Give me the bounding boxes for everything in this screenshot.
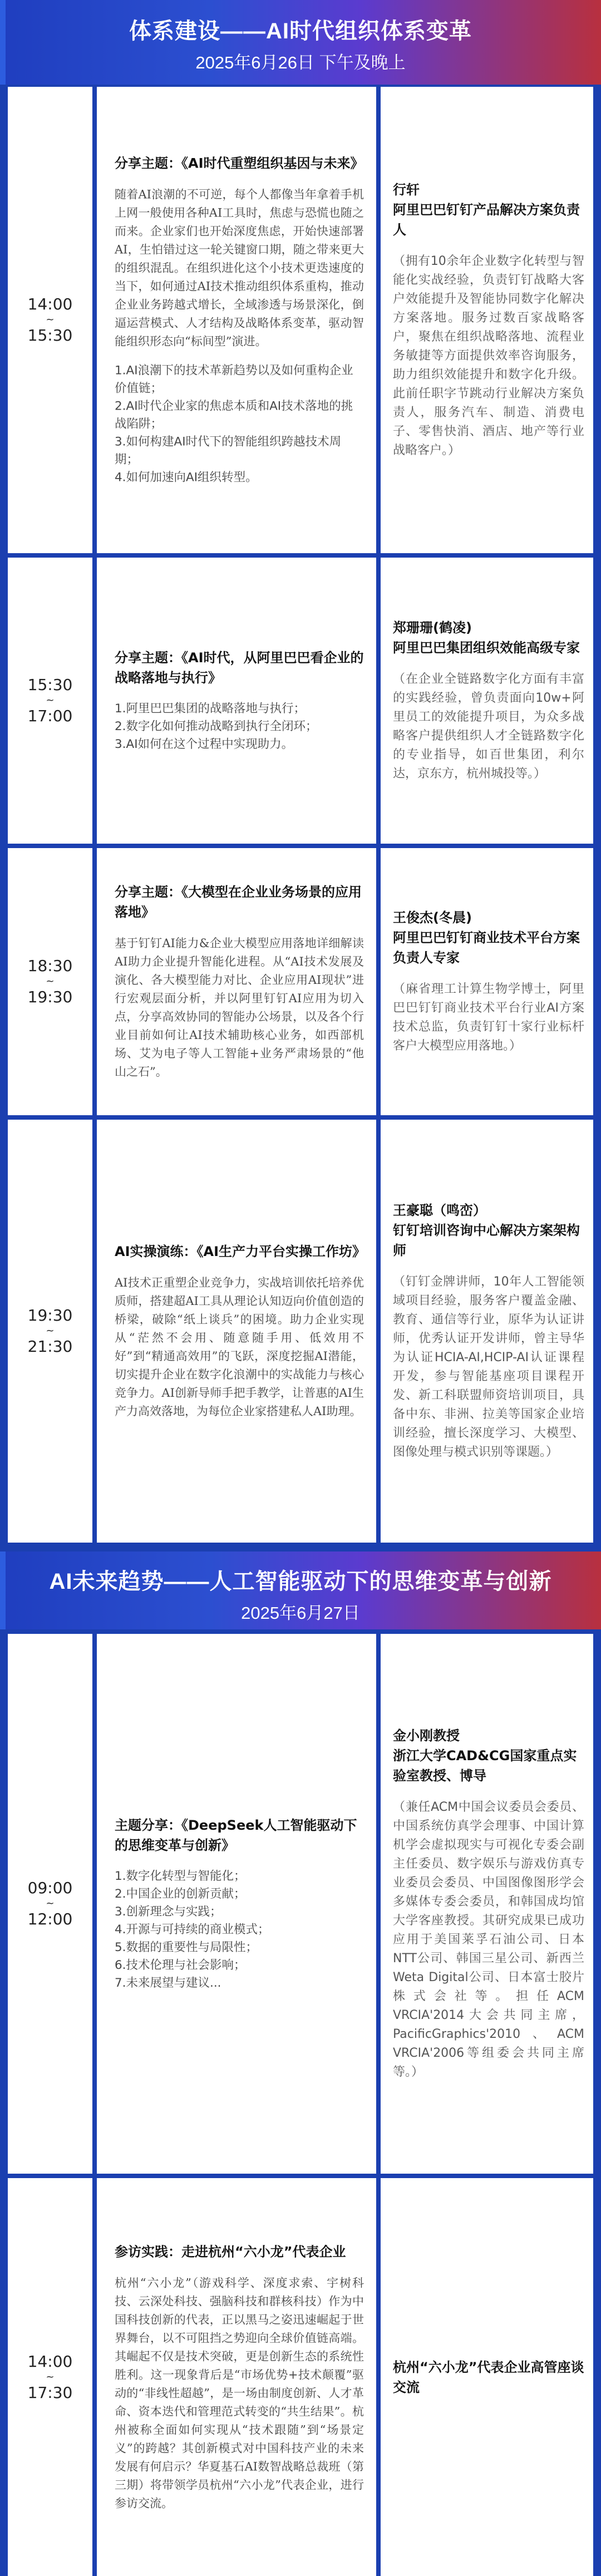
session-point: 3.AI如何在这个过程中实现助力。: [115, 737, 294, 751]
speaker-cell: [381, 2178, 593, 2576]
topic-cell: [97, 1634, 376, 2174]
time-start: 09:00: [27, 1879, 73, 1897]
session-topic: 分享主题：《AI时代，从阿里巴巴看企业的战略落地与执行》: [115, 650, 364, 686]
session-topic: 参访实践：走进杭州“六小龙”代表企业: [115, 2244, 346, 2259]
session-description: 随着AI浪潮的不可逆，每个人都像当年拿着手机上网一般使用各种AI工具时，焦虑与恐慌也随之而来。企业家们也开始深度焦虑，开始快速部署AI，生怕错过这一轮关键窗口期，随之带来更大的组织混乱。在组织进化这个小技术更迭速度的当下，如何通过AI技术推动组织体系重构，推动企业业务跨越式增长，全域渗透与场景深化，倒逼运营模式、人才结构及战略体系变革，驱动智能组织形态向“标间型”演进。: [115, 188, 364, 348]
speaker-cell: [381, 1120, 593, 1543]
time-end: 19:30: [27, 988, 73, 1006]
speaker-title: 阿里巴巴钉钉产品解决方案负责人: [393, 202, 580, 238]
session-point: 2.数字化如何推动战略到执行全闭环；: [115, 720, 318, 733]
speaker-bio: （兼任ACM中国会议委员会委员、中国系统仿真学会理事、中国计算机学会虚拟现实与可视化专委会副主任委员、数字娱乐与游戏仿真专业委员会委员、中国图像图形学会多媒体专委会委员，和韩国成均馆大学客座教授。其研究成果已成功应用于美国莱孚石油公司、日本NTT公司、韩国三星公司、新西兰Weta Digital公司、日本富士胶片株式会社等。担任ACM VRCIA'2014大会共同主席，PacificGraphics'2010、ACM VRCIA'2006等组委会共同主席等。）: [393, 1800, 584, 2079]
speaker-name: 王豪聪（鸣峦）: [393, 1203, 486, 1218]
speaker-title: 浙江大学CAD&CG国家重点实验室教授、博导: [393, 1748, 577, 1784]
time-start: 14:00: [27, 295, 73, 313]
speaker-bio: （在企业全链路数字化方面有丰富的实践经验，曾负责面向10w+阿里员工的效能提升项目，为众多战略客户提供组织人才全链路数字化的专业指导，如百世集团，利尔达，京东方，杭州城投等。）: [393, 672, 584, 781]
session-row: [0, 1120, 601, 1543]
session-point: 4.如何加速向AI组织转型。: [115, 470, 258, 485]
session-point: 4.开源与可持续的商业模式；: [115, 1923, 270, 1937]
speaker-bio: （麻省理工计算生物学博士，阿里巴巴钉钉商业技术平台行业AI方案技术总监，负责钉钉十家行业标杆客户大模型应用落地。）: [393, 982, 584, 1053]
time-start: 15:30: [27, 676, 73, 694]
session-row: [0, 87, 601, 553]
time-separator: ~: [46, 1325, 55, 1337]
session-points: [115, 700, 364, 753]
session-description: 基于钉钉AI能力&企业大模型应用落地详细解读AI助力企业提升智能化进程。从“AI技术发展及演化、各大模型能力对比、企业应用AI现状”进行宏观层面分析，并以阿里钉钉AI应用为切入点，分享高效协同的智能办公场景，以及各个行业目前如何让AI技术辅助核心业务，如西部机场、艾为电子等人工智能+业务严肃场景的“他山之石”。: [115, 937, 364, 1078]
speaker-name: 行轩: [393, 182, 420, 198]
day2-date: 2025年6月27日: [241, 1603, 360, 1623]
session-point: 2.AI时代企业家的焦虑本质和AI技术落地的挑战陷阱；: [115, 399, 353, 431]
session-point: 2.中国企业的创新贡献；: [115, 1887, 246, 1901]
session-point: 1.阿里巴巴集团的战略落地与执行；: [115, 702, 306, 716]
session-description: AI技术正重塑企业竞争力，实战培训依托培养优质师，搭建超AI工具从理论认知迈向价值创造的桥梁，破除“纸上谈兵”的困境。助力企业实现从“茫然不会用、随意随手用、低效用不好”到“精通高效用”的飞跃，深度挖掘AI潜能，切实提升企业在数字化浪潮中的实战能力与核心竞争力。AI创新导师手把手教学，让普惠的AI生产力高效落地，为每位企业家搭建私人AI助理。: [115, 1276, 364, 1418]
time-start: 18:30: [27, 957, 73, 975]
day2-title: AI未来趋势——人工智能驱动下的思维变革与创新: [49, 1569, 552, 1594]
day1-date: 2025年6月26日 下午及晚上: [195, 53, 406, 72]
session-topic: 分享主题：《AI时代重塑组织基因与未来》: [115, 155, 364, 171]
time-end: 21:30: [27, 1337, 73, 1356]
session-topic: AI实操演练：《AI生产力平台实操工作坊》: [115, 1244, 366, 1259]
session-row: [0, 848, 601, 1115]
session-point: 1.AI浪潮下的技术革新趋势以及如何重构企业价值链；: [115, 363, 353, 396]
speaker-name: 金小刚教授: [393, 1728, 460, 1743]
session-point: 5.数据的重要性与局限性；: [115, 1940, 258, 1954]
session-points: [115, 1868, 364, 1992]
time-end: 17:30: [27, 2383, 73, 2402]
session-row: [0, 2178, 601, 2576]
topic-cell: [97, 558, 376, 844]
topic-cell: [97, 87, 376, 553]
session-point: 3.创新理念与实践；: [115, 1905, 222, 1919]
session-points: [115, 362, 364, 487]
time-end: 12:00: [27, 1910, 73, 1928]
session-topic: 主题分享：《DeepSeek人工智能驱动下的思维变革与创新》: [115, 1818, 357, 1853]
time-cell: [8, 558, 92, 844]
speaker-cell: [381, 558, 593, 844]
speaker-name: 王俊杰(冬晨): [393, 910, 472, 925]
topic-cell: [97, 1120, 376, 1543]
day2-header: [0, 1551, 601, 1629]
speaker-cell: [381, 1634, 593, 2174]
speaker-title: 钉钉培训咨询中心解决方案架构师: [393, 1223, 580, 1258]
time-separator: ~: [46, 695, 55, 706]
session-topic: 分享主题：《大模型在企业业务场景的应用落地》: [115, 884, 362, 920]
time-start: 19:30: [27, 1306, 73, 1324]
visit-discussion: 杭州“六小龙”代表企业高管座谈交流: [393, 2359, 584, 2395]
speaker-bio: （拥有10余年企业数字化转型与智能化实战经验，负责钉钉战略大客户效能提升及智能协同数字化解决方案落地。服务过数百家战略客户，聚焦在组织战略落地、流程业务敏捷等方面提供效率咨询服务，助力组织效能提升和数字化升级。此前任职字节跳动行业解决方案负责人，服务汽车、制造、消费电子、零售快消、酒店、地产等行业战略客户。）: [393, 254, 584, 457]
time-cell: [8, 2178, 92, 2576]
session-point: 7.未来展望与建议...: [115, 1976, 221, 1990]
time-cell: [8, 1634, 92, 2174]
session-row: [0, 1634, 601, 2174]
speaker-cell: [381, 87, 593, 553]
time-cell: [8, 1120, 92, 1543]
time-cell: [8, 848, 92, 1115]
time-cell: [8, 87, 92, 553]
speaker-cell: [381, 848, 593, 1115]
topic-cell: [97, 848, 376, 1115]
session-description: 杭州“六小龙”（游戏科学、深度求索、宇树科技、云深处科技、强脑科技和群核科技）作为中国科技创新的代表，正以黑马之姿迅速崛起于世界舞台，以不可阻挡之势迎向全球价值链高端。其崛起不仅是技术突破，更是创新生态的系统性胜利。这一现象背后是“市场优势+技术颠覆”驱动的“非线性超越”，是一场由制度创新、人才革命、资本迭代和管理范式转变的“共生结果”。杭州被称全面如何实现从“技术跟随”到“场景定义”的跨越？其创新模式对中国科技产业的未来发展有何启示？华夏基石AI数智战略总裁班（第三期）将带领学员杭州“六小龙”代表企业，进行参访交流。: [115, 2276, 364, 2510]
speaker-title: 阿里巴巴钉钉商业技术平台方案负责人专家: [393, 930, 580, 966]
speaker-name: 郑珊珊(鹤凌): [393, 620, 472, 636]
time-separator: ~: [46, 314, 55, 326]
topic-cell: [97, 2178, 376, 2576]
time-separator: ~: [46, 2371, 55, 2383]
speaker-title: 阿里巴巴集团组织效能高级专家: [393, 640, 580, 656]
day1-title: 体系建设——AI时代组织体系变革: [129, 19, 472, 43]
session-point: 1.数字化转型与智能化；: [115, 1869, 246, 1883]
session-point: 6.技术伦理与社会影响；: [115, 1958, 246, 1972]
session-point: 3.如何构建AI时代下的智能组织跨越技术周期；: [115, 435, 342, 467]
time-start: 14:00: [27, 2352, 73, 2371]
time-end: 15:30: [27, 326, 73, 344]
day1-header: [0, 0, 601, 85]
time-separator: ~: [46, 1898, 55, 1909]
time-separator: ~: [46, 976, 55, 987]
time-end: 17:00: [27, 707, 73, 725]
speaker-bio: （钉钉金牌讲师，10年人工智能领域项目经验，服务客户覆盖金融、教育、通信等行业，原华为认证讲师，优秀认证开发讲师，曾主导华为认证HCIA-AI,HCIP-AI认证课程开发，参与智能基座项目课程开发、新工科联盟师资培训项目，具备中东、非洲、拉美等国家企业培训经验，擅长深度学习、大模型、图像处理与模式识别等课题。）: [393, 1275, 584, 1459]
session-row: [0, 558, 601, 844]
